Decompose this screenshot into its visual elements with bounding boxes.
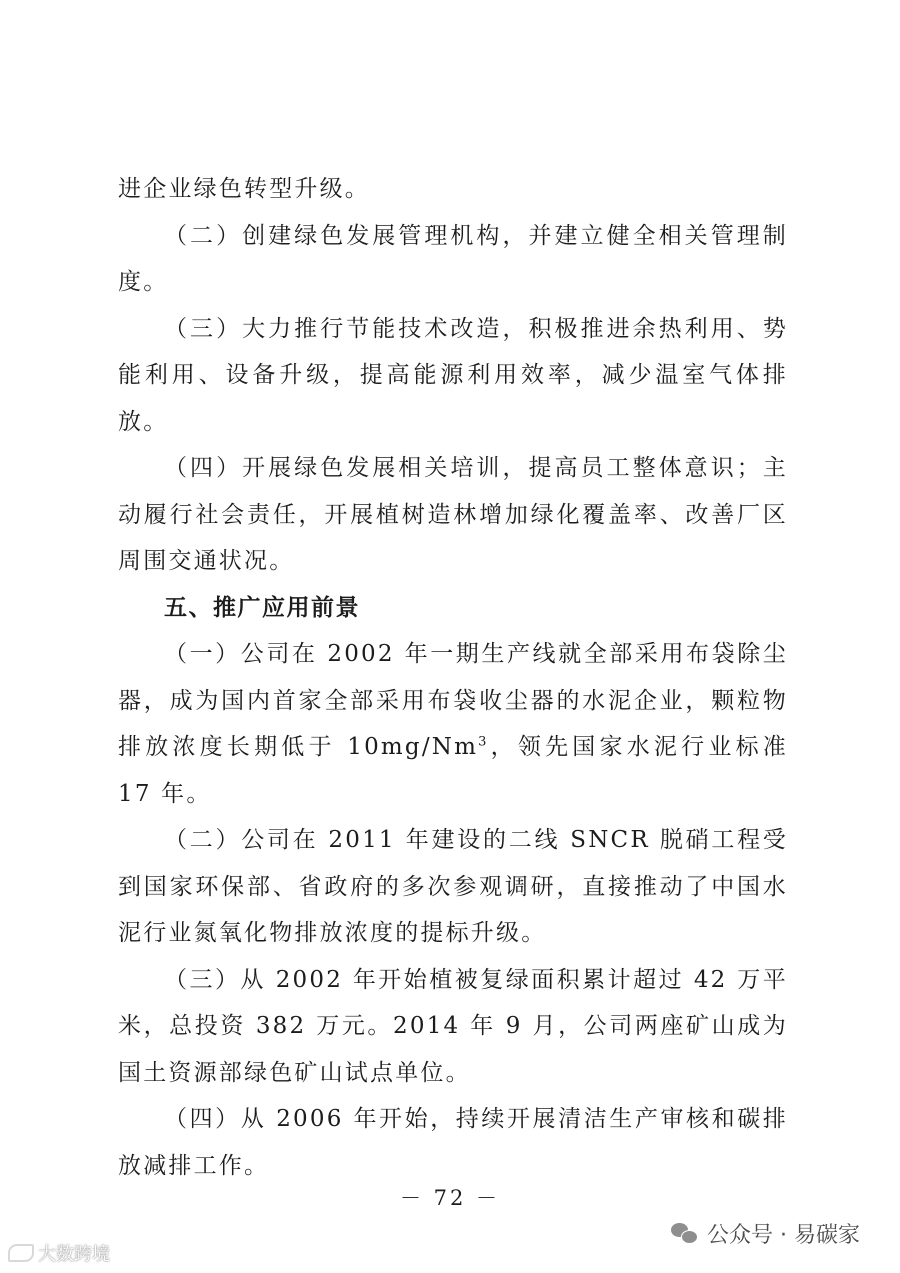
superscript: 3	[478, 734, 489, 750]
paragraph	[118, 631, 788, 817]
section-heading: 五、推广应用前景	[164, 594, 360, 621]
paragraph: （三）从 2002 年开始植被复绿面积累计超过 42 万平米，总投资 382 万元。2014 年 9 月，公司两座矿山成为国土资源部绿色矿山试点单位。	[118, 966, 788, 1086]
document-body	[118, 166, 788, 1189]
brand-watermark	[8, 1240, 110, 1266]
paragraph: 进企业绿色转型升级。	[118, 176, 370, 202]
wechat-icon	[671, 1223, 697, 1245]
brand-watermark-label: 大数跨境	[38, 1244, 110, 1265]
paragraph: （三）大力推行节能技术改造，积极推进余热利用、势能利用、设备升级，提高能源利用效率，减少温室气体排放。	[118, 315, 788, 435]
paragraph-text: ，领先国家水泥行业标准 17 年。	[118, 734, 788, 807]
paragraph: （四）从 2006 年开始，持续开展清洁生产审核和碳排放减排工作。	[118, 1106, 788, 1179]
brand-logo-icon	[8, 1244, 34, 1262]
wechat-watermark-label: 公众号 · 易碳家	[707, 1223, 860, 1248]
paragraph: （二）公司在 2011 年建设的二线 SNCR 脱硝工程受到国家环保部、省政府的多次参观调研，直接推动了中国水泥行业氮氧化物排放浓度的提标升级。	[118, 827, 788, 946]
paragraph: （二）创建绿色发展管理机构，并建立健全相关管理制度。	[118, 222, 788, 295]
page-number: － 72 －	[399, 1186, 501, 1210]
wechat-watermark	[671, 1218, 860, 1249]
paragraph-text: （一）公司在 2002 年一期生产线就全部采用布袋除尘器，成为国内首家全部采用布袋收尘器的水泥企业，颗粒物排放浓度长期低于 10mg/Nm	[118, 641, 788, 760]
paragraph: （四）开展绿色发展相关培训，提高员工整体意识；主动履行社会责任，开展植树造林增加绿化覆盖率、改善厂区周围交通状况。	[118, 455, 788, 574]
